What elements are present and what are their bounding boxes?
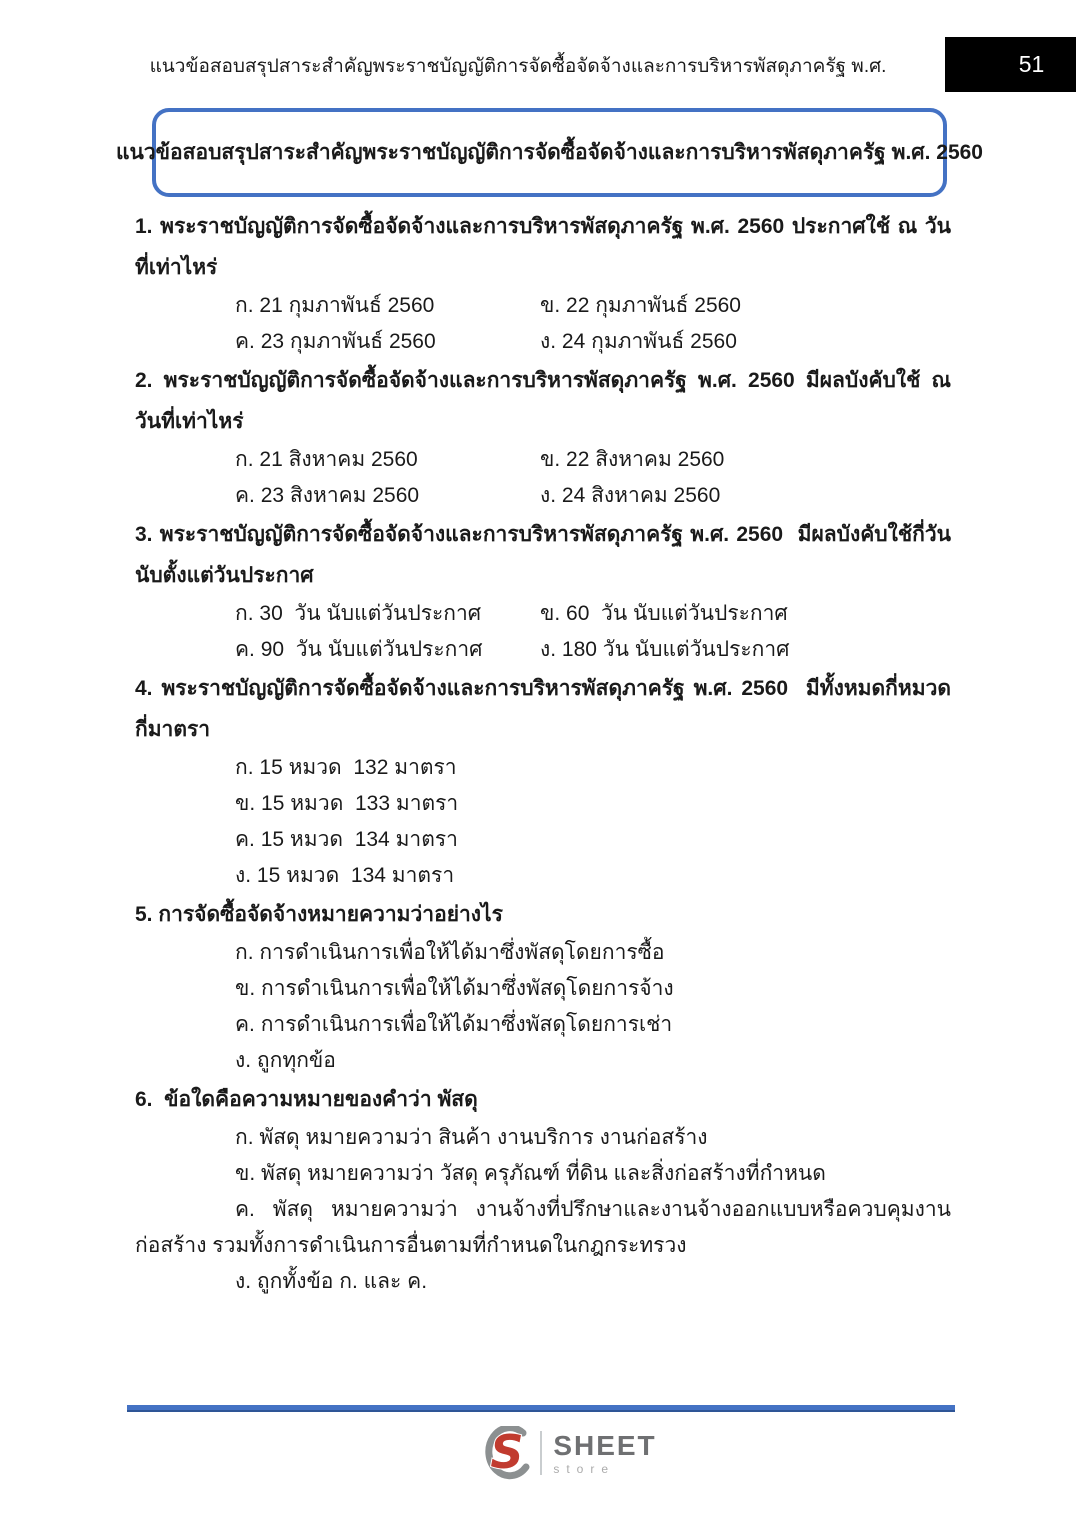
logo-sub-text: store [553, 1461, 615, 1476]
choice: ค. พัสดุ หมายความว่า งานจ้างที่ปรึกษาและงานจ้างออกแบบหรือควบคุมงานก่อสร้าง รวมทั้ง​การดำเนินการอื่นตามที่กำหนดในกฎกระทรวง [135, 1198, 951, 1257]
page-number: 51 [1018, 51, 1045, 77]
question-text: 4. พระราชบัญญัติการจัดซื้อจัดจ้างและการบริหารพัสดุภาครัฐ พ.ศ. 2560 มีทั้งหมดกี่หมวด กี่​มาตรา [135, 677, 957, 741]
choice: ก. 15 หมวด 132 มาตรา [235, 756, 457, 779]
header-title: แนวข้อสอบสรุปสาระสำคัญพระราชบัญญัติการจัดซื้อจัดจ้างและการบริหารพัสดุภาครัฐ พ.ศ. [149, 56, 887, 77]
choice: ข. พัสดุ หมายความว่า วัสดุ ครุภัณฑ์ ที่ดิน และสิ่งก่อสร้างที่กำหนด [235, 1162, 826, 1185]
choice-row [135, 596, 951, 632]
choice: ง. 15 หมวด 134 มาตรา [235, 864, 455, 887]
choice: ก. 30 วัน นับแต่วันประกาศ [235, 602, 482, 625]
question-text: 3. พระราชบัญญัติการจัดซื้อจัดจ้างและการบริหารพัสดุภาครัฐ พ.ศ. 2560 มีผลบังคับใช้กี่วัน​นับตั้งแต่วันประกาศ [135, 523, 951, 587]
question-block-3 [135, 514, 951, 668]
page-header [0, 0, 1076, 100]
footer-divider-rule [127, 1405, 955, 1412]
choice: ข. การดำเนินการเพื่อให้ได้มาซึ่งพัสดุโดยการจ้าง [235, 977, 674, 1000]
questions-content [135, 206, 957, 1300]
title-box [116, 108, 983, 197]
logo-brand-text: SHEET [553, 1429, 657, 1461]
choice-row [135, 324, 951, 360]
choice: ข. 22 สิงหาคม 2560 [540, 448, 725, 471]
choice: ค. การดำเนินการเพื่อให้ได้มาซึ่งพัสดุโดยการเช่า [235, 1013, 673, 1036]
question-block-6 [135, 1079, 951, 1300]
logo-letter: S [490, 1426, 524, 1479]
choice: ข. 22 กุมภาพันธ์ 2560 [540, 294, 741, 317]
logo-text [553, 1429, 657, 1476]
choice: ค. 15 หมวด 134 มาตรา [235, 828, 458, 851]
choice-row [135, 478, 951, 514]
choice: ค. 90 วัน นับแต่วันประกาศ [235, 638, 483, 661]
question-block-4 [135, 668, 957, 894]
question-block-1 [135, 206, 951, 360]
sheet-store-s-icon [483, 1426, 531, 1480]
sheet-store-logo [32, 1426, 1076, 1480]
question-text: 5. การจัดซื้อจัดจ้างหมายความว่าอย่างไร [135, 903, 503, 926]
logo-divider [540, 1431, 542, 1475]
choice-row [135, 632, 951, 668]
choice: ก. 21 สิงหาคม 2560 [235, 448, 418, 471]
choice: ข. 15 หมวด 133 มาตรา [235, 792, 459, 815]
title-box-text: แนวข้อสอบสรุปสาระสำคัญพระราชบัญญัติการจัดซื้อจัดจ้างและการบริหารพัสดุภาครัฐ พ.ศ. 2560 [116, 141, 983, 164]
page-number-box [945, 37, 1076, 92]
choice-row [135, 288, 951, 324]
choice: ข. 60 วัน นับแต่วันประกาศ [540, 602, 788, 625]
choice: ก. การดำเนินการเพื่อให้ได้มาซึ่งพัสดุโดยการซื้อ [235, 941, 665, 964]
choice: ง. ถูกทั้งข้อ ก. และ ค. [235, 1270, 428, 1293]
question-text: 1. พระราชบัญญัติการจัดซื้อจัดจ้างและการบริหารพัสดุภาครัฐ พ.ศ. 2560 ประกาศใช้ ณ วันที่​เท่าไหร่ [135, 215, 951, 279]
question-text: 2. พระราชบัญญัติการจัดซื้อจัดจ้างและการบริหารพัสดุภาครัฐ พ.ศ. 2560 มีผลบังคับใช้ ณ วันที่​เท่าไหร่ [135, 369, 957, 433]
choice: ก. 21 กุมภาพันธ์ 2560 [235, 294, 435, 317]
choice-row [135, 442, 951, 478]
choice: ก. พัสดุ หมายความว่า สินค้า งานบริการ งานก่อสร้าง [235, 1126, 708, 1149]
choice: ง. 24 สิงหาคม 2560 [540, 484, 721, 507]
choice: ค. 23 กุมภาพันธ์ 2560 [235, 330, 436, 353]
choice: ง. ถูกทุกข้อ [235, 1049, 336, 1072]
question-block-2 [135, 360, 957, 514]
question-text: 6. ข้อใดคือความหมายของคำว่า พัสดุ [135, 1088, 478, 1111]
choice: ค. 23 สิงหาคม 2560 [235, 484, 420, 507]
question-block-5 [135, 894, 951, 1079]
choice: ง. 180 วัน นับแต่วันประกาศ [540, 638, 790, 661]
choice: ง. 24 กุมภาพันธ์ 2560 [540, 330, 737, 353]
